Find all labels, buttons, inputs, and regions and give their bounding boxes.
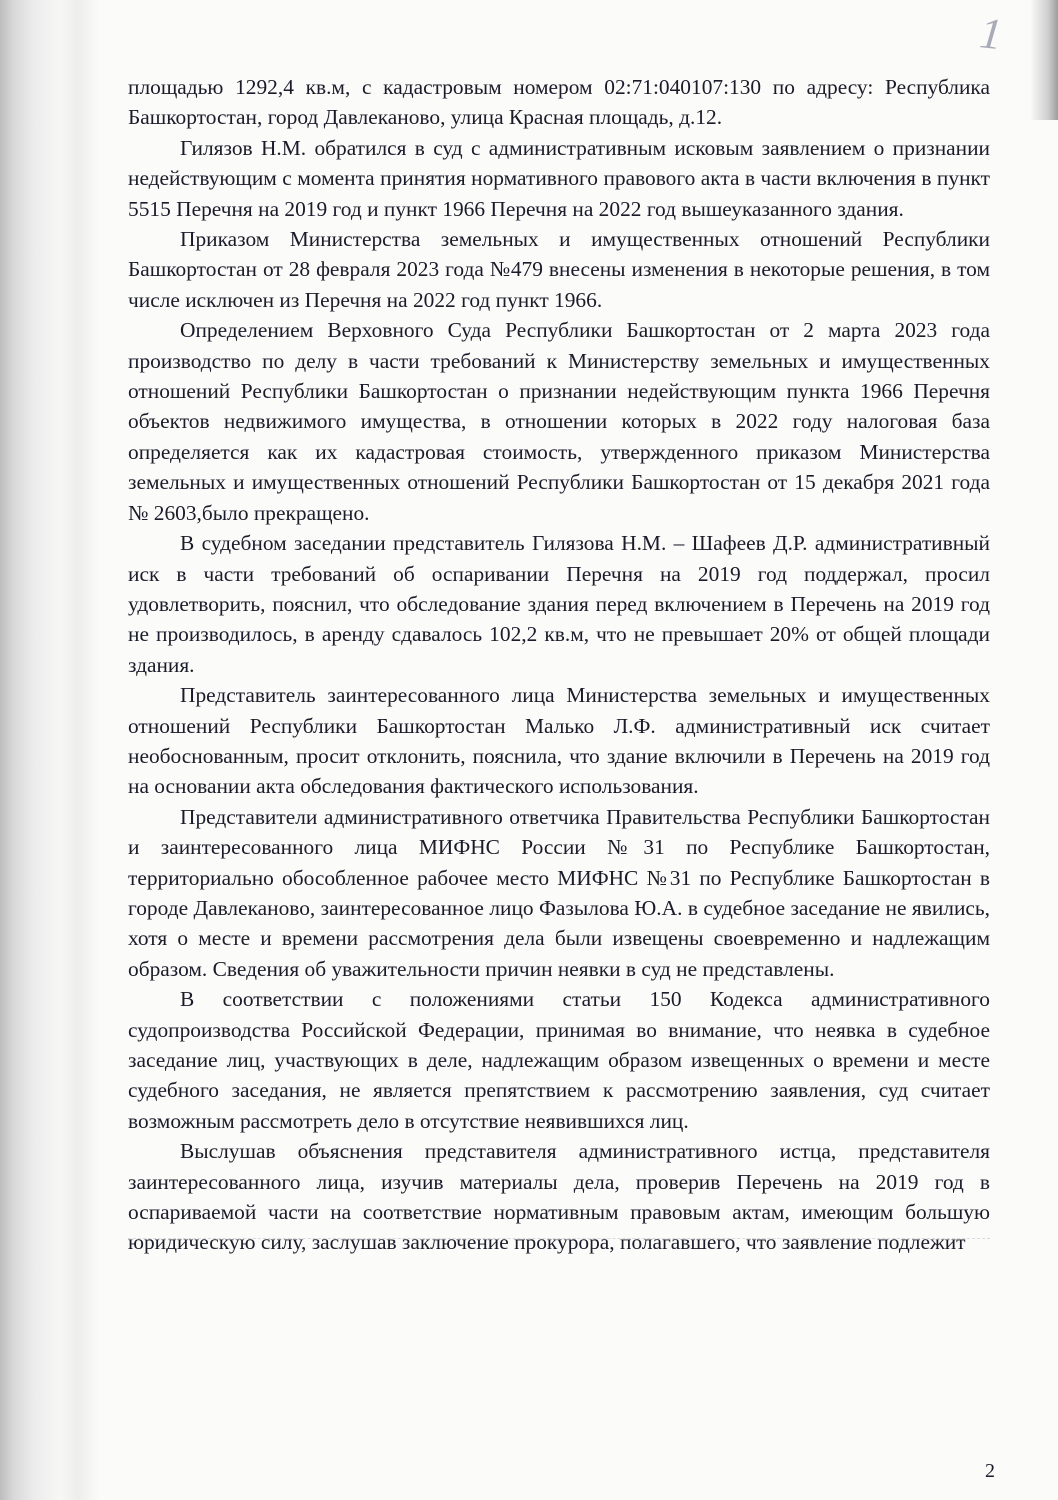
paragraph-1: площадью 1292,4 кв.м, с кадастровым номером 02:71:040107:130 по адресу: Республика Башкортостан, город Давлеканово, улица Красная площадь, д.12. <box>128 75 990 130</box>
paragraph-4: Определением Верховного Суда Республики Башкортостан от 2 марта 2023 года производство по делу в части требований к Министерству земельных и имущественных отношений Республики Башкортостан о признании недействующим пункта 1966 Перечня объектов недвижимого имущества, в отношении которых в 2022 году налоговая база определяется как их кадастровая стоимость, утвержденного приказом Министерства земельных и имущественных отношений Республики Башкортостан от 15 декабря 2021 года № 2603,было прекращено. <box>128 318 990 525</box>
paragraph-8: В соответствии с положениями статьи 150 Кодекса административного судопроизводства Российской Федерации, принимая во внимание, что неявка в судебное заседание лиц, участвующих в деле, надлежащим образом извещенных о времени и месте судебного заседания, не является препятствием к рассмотрению заявления, суд считает возможным рассмотреть дело в отсутствие неявившихся лиц. <box>128 987 990 1133</box>
paragraph-2: Гилязов Н.М. обратился в суд с административным исковым заявлением о признании недействующим с момента принятия нормативного правового акта в части включения в пункт 5515 Перечня на 2019 год и пункт 1966 Перечня на 2022 год вышеуказанного здания. <box>128 135 990 221</box>
document-body <box>128 72 990 1258</box>
scan-artifact-line <box>128 1238 990 1239</box>
scan-crease <box>60 0 100 1500</box>
handwritten-corner-mark: 1 <box>977 8 1001 59</box>
paragraph-7: Представители административного ответчика Правительства Республики Башкортостан и заинтересованного лица МИФНС России №31 по Республике Башкортостан, территориально обособленное рабочее место МИФНС №31 по Республике Башкортостан в городе Давлеканово, заинтересованное лицо Фазылова Ю.А. в судебное заседание не явились, хотя о месте и времени рассмотрения дела были извещены своевременно и надлежащим образом. Сведения об уважительности причин неявки в суд не представлены. <box>128 804 990 981</box>
paragraph-3: Приказом Министерства земельных и имущественных отношений Республики Башкортостан от 28 февраля 2023 года №479 внесены изменения в некоторые решения, в том числе исключен из Перечня на 2022 год пункт 1966. <box>128 227 990 312</box>
scan-shadow-right <box>1030 0 1058 120</box>
paragraph-6: Представитель заинтересованного лица Министерства земельных и имущественных отношений Республики Башкортостан Малько Л.Ф. административный иск считает необоснованным, просит отклонить, пояснила, что здание включили в Перечень на 2019 год на основании акта обследования фактического использования. <box>128 683 990 799</box>
paragraph-5: В судебном заседании представитель Гилязова Н.М. – Шафеев Д.Р. административный иск в части требований об оспаривании Перечня на 2019 год поддержал, просил удовлетворить, пояснил, что обследование здания перед включением в Перечень на 2019 год не производилось, в аренду сдавалось 102,2 кв.м, что не превышает 20% от общей площади здания. <box>128 531 990 677</box>
page-number: 2 <box>985 1460 995 1482</box>
paragraph-9: Выслушав объяснения представителя административного истца, представителя заинтересованного лица, изучив материалы дела, проверив Перечень на 2019 год в оспариваемой части на соответствие нормативным правовым актам, имеющим большую юридическую силу, заслушав заключение прокурора, полагавшего, что заявление подлежит <box>128 1139 990 1255</box>
